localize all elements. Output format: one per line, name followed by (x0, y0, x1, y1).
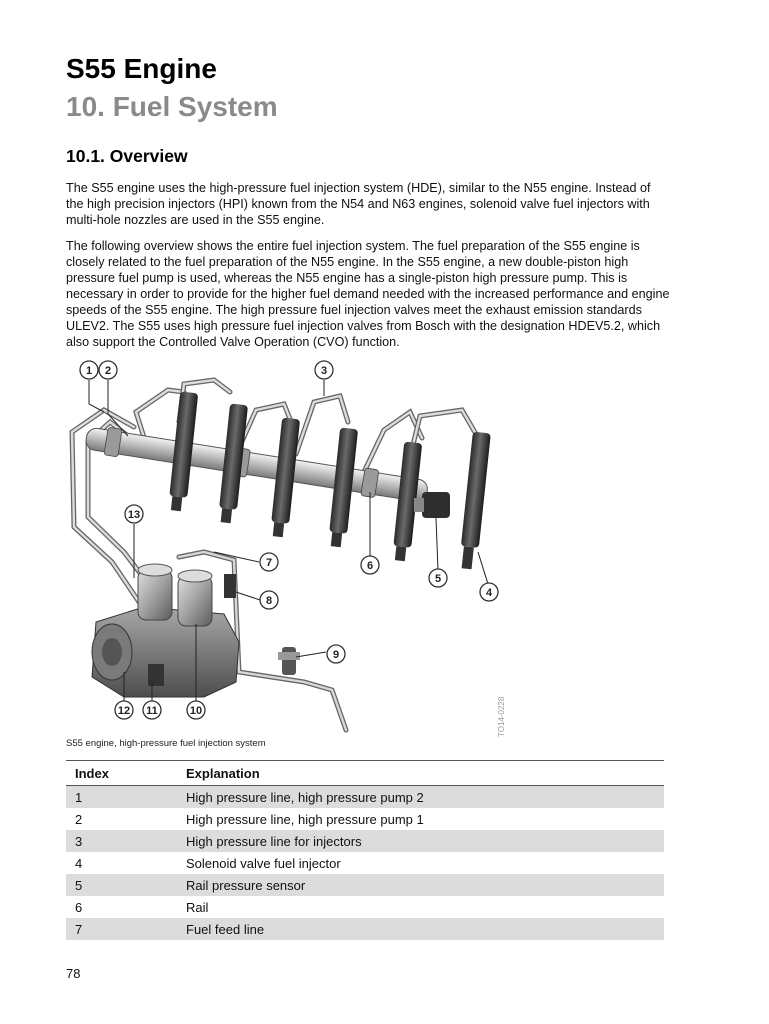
figure-caption: S55 engine, high-pressure fuel injection system (66, 738, 266, 749)
figure-image-code: TO14-0228 (497, 696, 506, 737)
table-row (66, 852, 664, 874)
index-table (66, 760, 664, 940)
svg-text:12: 12 (117, 705, 131, 717)
table-cell-index: 1 (75, 789, 83, 805)
svg-text:8: 8 (265, 595, 273, 607)
overview-paragraph-1: The S55 engine uses the high-pressure fuel injection system (HDE), similar to the N55 engine. Instead of the high precision injectors (HPI) known from the N54 and N63 engines, solenoid valve fuel injectors with multi-hole nozzles are used in the S55 engine. (66, 181, 651, 227)
table-cell-index: 6 (75, 899, 83, 915)
svg-text:13: 13 (127, 509, 141, 521)
high-pressure-pump (92, 564, 239, 697)
page-number: 78 (66, 966, 81, 981)
table-cell-explanation: Solenoid valve fuel injector (186, 855, 341, 871)
overview-paragraph-2: The following overview shows the entire fuel injection system. The fuel preparation of the S55 engine is closely related to the fuel preparation of the N55 engine. In the S55 engine, a new double-piston high pressure fuel pump is used, whereas the N55 engine has a single-piston high pressure pump. This is necessary in order to provide for the higher fuel demand needed with the increased performance and engine speeds of the S55 engine. The high pressure fuel injection valves meet the exhaust emission standards ULEV2. The S55 uses high pressure fuel injection valves from Bosch with the designation HDEV5.2, which also support the Controlled Valve Operation (CVO) function. (66, 239, 670, 349)
callout-7 (260, 553, 278, 571)
section-title: 10.1. Overview (66, 146, 188, 166)
svg-text:10: 10 (189, 705, 203, 717)
table-cell-explanation: High pressure line for injectors (186, 833, 362, 849)
fuel-rail (84, 424, 429, 506)
document-title: S55 Engine (66, 53, 217, 84)
svg-text:3: 3 (320, 365, 328, 377)
table-row (66, 786, 664, 808)
callout-5 (429, 569, 447, 587)
table-row (66, 830, 664, 852)
callout-8 (260, 591, 278, 609)
fuel-system-illustration (64, 352, 534, 737)
chapter-title: 10. Fuel System (66, 91, 278, 122)
table-header-row (66, 760, 664, 786)
svg-text:5: 5 (434, 573, 442, 585)
table-cell-index: 7 (75, 921, 83, 937)
callout-6 (361, 556, 379, 574)
callout-9 (327, 645, 345, 663)
svg-text:9: 9 (332, 649, 340, 661)
table-row (66, 896, 664, 918)
callout-10 (187, 701, 205, 719)
table-cell-index: 5 (75, 877, 83, 893)
callout-3 (315, 361, 333, 379)
callout-13 (125, 505, 143, 523)
svg-text:6: 6 (366, 560, 374, 572)
table-cell-explanation: Rail pressure sensor (186, 877, 306, 893)
table-cell-index: 2 (75, 811, 83, 827)
table-row (66, 874, 664, 896)
table-cell-explanation: Rail (186, 899, 209, 915)
table-cell-explanation: Fuel feed line (186, 921, 265, 937)
table-header-index: Index (75, 765, 109, 781)
svg-text:11: 11 (146, 705, 158, 717)
svg-text:1: 1 (85, 365, 93, 377)
table-cell-explanation: High pressure line, high pressure pump 2 (186, 789, 424, 805)
table-cell-index: 4 (75, 855, 83, 871)
svg-text:2: 2 (104, 365, 112, 377)
table-cell-index: 3 (75, 833, 83, 849)
svg-text:4: 4 (485, 587, 493, 599)
table-row (66, 808, 664, 830)
callout-2 (99, 361, 117, 379)
table-cell-explanation: High pressure line, high pressure pump 1 (186, 811, 424, 827)
fuel-low-pressure-sensor (278, 647, 300, 675)
table-row (66, 918, 664, 940)
callout-11 (143, 701, 161, 719)
callout-4 (480, 583, 498, 601)
callout-12 (115, 701, 133, 719)
table-header-explanation: Explanation (186, 765, 260, 781)
svg-text:7: 7 (265, 557, 273, 569)
callout-1 (80, 361, 98, 379)
